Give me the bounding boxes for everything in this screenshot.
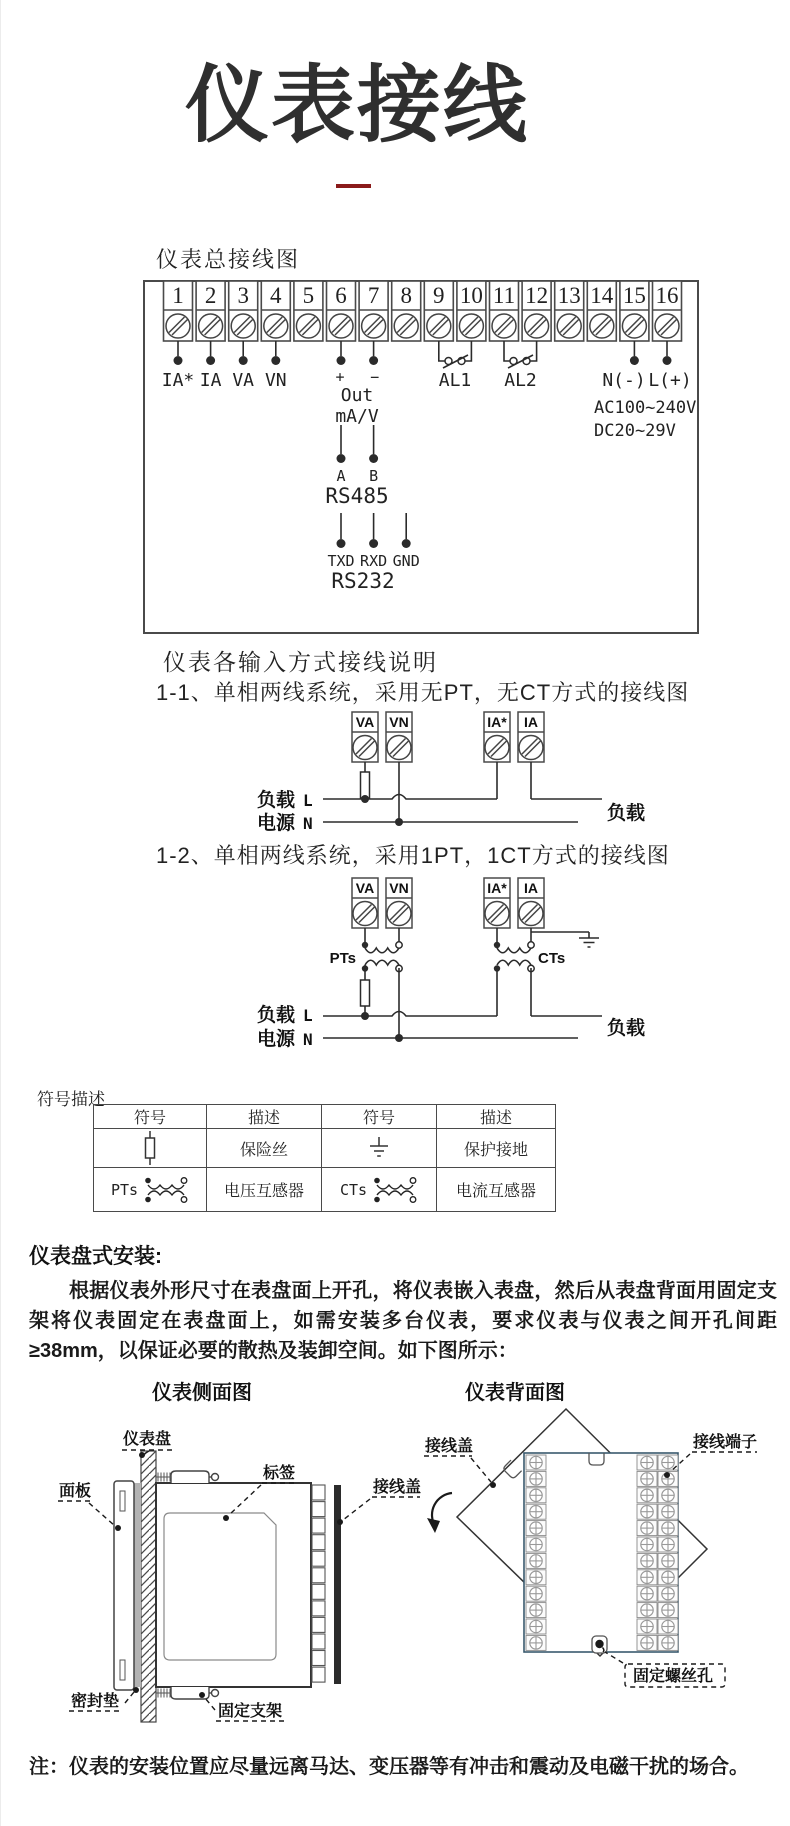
gasket-label: 密封垫: [71, 1693, 120, 1710]
terminal-label-back: 接线端子: [693, 1434, 758, 1451]
rs232-port: [337, 513, 411, 548]
label-gnd: GND: [392, 552, 420, 570]
label-out-minus: −: [370, 368, 380, 386]
ct-symbol-label: CTs: [339, 1180, 368, 1199]
label-rs485-b: B: [369, 467, 379, 485]
sticker-label: 标签: [263, 1465, 296, 1482]
label-vn: VN: [264, 370, 287, 391]
label-l: L(+): [648, 370, 692, 391]
mode2-load-left: 负载: [256, 1005, 295, 1026]
label-al1: AL1: [438, 370, 472, 391]
label-rs485: RS485: [325, 484, 389, 508]
install-paragraph: 根据仪表外形尺寸在表盘面上开孔，将仪表嵌入表盘，然后从表盘背面用固定支架将仪表固定在表盘面上，如需安装多台仪表，要求仪表与仪表之间开孔间距≥38mm，以保证必要的散热及装卸空间。如下图所示：: [29, 1280, 777, 1362]
terminal-label: IA: [524, 714, 538, 730]
fuse-desc: 保险丝: [207, 1129, 322, 1168]
fuse-icon: [361, 980, 370, 1006]
mode1-line-l: L: [303, 791, 313, 810]
label-n: N(-): [602, 370, 646, 391]
terminal-number: 2: [204, 283, 217, 308]
fixing-screw-hole: [592, 1636, 607, 1653]
mode2-line-n: N: [303, 1030, 313, 1049]
earth-icon: [368, 1135, 390, 1161]
cover-label-back: 接线盖: [425, 1438, 474, 1455]
symbol-table: [93, 1104, 556, 1212]
desc-col-header: 描述: [437, 1105, 556, 1129]
label-va: VA: [232, 370, 255, 391]
label-dc-range: DC20~29V: [594, 421, 676, 441]
alarm-contacts: [439, 341, 537, 368]
pt-label: PTs: [329, 950, 356, 967]
terminal-number: 3: [237, 283, 249, 308]
panel-board-wall: [141, 1451, 156, 1722]
label-rxd: RXD: [360, 552, 388, 570]
label-rs232: RS232: [331, 569, 395, 593]
panel-board-label: 仪表盘: [123, 1431, 172, 1448]
install-heading: 仪表盘式安装:: [29, 1245, 162, 1268]
label-al2: AL2: [504, 370, 537, 391]
title-divider: [336, 184, 371, 188]
mode1-title: 1-1、单相两线系统，采用无PT，无CT方式的接线图: [156, 680, 690, 705]
bottom-bracket: [156, 1687, 219, 1699]
terminal-number: 15: [622, 283, 646, 308]
ct-transformer: [494, 928, 602, 1016]
symbol-col-header: 符号: [322, 1105, 437, 1129]
mode1-source: 电源: [256, 813, 295, 834]
pt-symbol-label: PTs: [110, 1180, 139, 1199]
side-view-title: 仪表侧面图: [152, 1382, 252, 1404]
cover-label-side: 接线盖: [373, 1479, 421, 1496]
rear-terminal-strip: [312, 1485, 325, 1682]
gasket-strip: [134, 1483, 141, 1687]
terminal-label: VN: [389, 880, 409, 896]
mode1-load-left: 负载: [256, 790, 295, 811]
symbol-table-heading: 符号描述: [37, 1090, 105, 1109]
mode2-diagram: [1, 868, 790, 1058]
mode2-terminals: [352, 878, 544, 928]
side-view-diagram: [29, 1402, 421, 1742]
mode2-line-l: L: [303, 1006, 313, 1025]
mode2-title: 1-2、单相两线系统，采用1PT，1CT方式的接线图: [156, 843, 670, 868]
mode2-source: 电源: [256, 1029, 295, 1050]
label-txd: TXD: [327, 552, 355, 570]
symbol-col-header: 符号: [94, 1105, 207, 1129]
pt-desc: 电压互感器: [207, 1168, 322, 1212]
label-ia: IA: [199, 370, 222, 391]
label-out: Out: [340, 385, 374, 406]
main-wiring-heading: 仪表总接线图: [156, 247, 301, 272]
back-view-title: 仪表背面图: [465, 1382, 565, 1404]
top-bracket: [156, 1471, 219, 1483]
mode2-load-right: 负载: [607, 1018, 646, 1039]
terminal-strip: [164, 281, 682, 341]
label-out-unit: mA/V: [335, 406, 379, 427]
screw-hole-label: 固定螺丝孔: [633, 1668, 714, 1685]
rotate-arrow-icon: [427, 1493, 452, 1533]
back-view-diagram: [421, 1402, 790, 1742]
terminal-number: 10: [459, 283, 483, 308]
fuse-icon: [361, 772, 370, 798]
mode1-terminals: [352, 712, 544, 762]
terminal-number: 16: [655, 283, 679, 308]
terminal-number: 13: [557, 283, 581, 308]
terminal-cover-bar: [334, 1485, 341, 1684]
front-panel-bezel: [114, 1481, 134, 1690]
earth-desc: 保护接地: [437, 1129, 556, 1168]
terminal-number: 6: [335, 283, 347, 308]
terminal-label: IA*: [487, 880, 507, 896]
terminal-number: 7: [367, 283, 380, 308]
rs485-port: [337, 425, 379, 463]
terminal-number: 4: [270, 283, 282, 308]
bracket-label: 固定支架: [218, 1703, 283, 1720]
ct-desc: 电流互感器: [437, 1168, 556, 1212]
terminal-label: IA: [524, 880, 538, 896]
input-modes-heading: 仪表各输入方式接线说明: [163, 649, 438, 675]
terminal-number: 8: [400, 283, 412, 308]
label-ia-star: IA*: [161, 370, 195, 391]
mode1-wiring: [323, 762, 602, 826]
ct-label: CTs: [538, 950, 566, 967]
bottom-note: 注：仪表的安装位置应尽量远离马达、变压器等有冲击和震动及电磁干扰的场合。: [29, 1756, 749, 1778]
label-ac-range: AC100~240V: [594, 398, 697, 418]
ct-coil-icon: [372, 1176, 418, 1204]
terminal-label: VN: [389, 714, 409, 730]
terminal-label: IA*: [487, 714, 507, 730]
pt-coil-icon: [143, 1176, 189, 1204]
label-rs485-a: A: [336, 467, 346, 485]
terminal-number: 12: [525, 283, 549, 308]
terminal-label: VA: [355, 714, 375, 730]
terminal-number: 14: [590, 283, 614, 308]
front-panel-label: 面板: [59, 1483, 92, 1500]
mode1-diagram: [1, 700, 790, 835]
earth-icon: [579, 938, 599, 947]
label-out-plus: +: [335, 368, 345, 386]
mode1-line-n: N: [303, 814, 313, 833]
terminal-number: 9: [433, 283, 445, 308]
main-wiring-diagram: [1, 270, 790, 645]
input-wires: [174, 341, 672, 365]
fuse-icon: [143, 1130, 157, 1166]
desc-col-header: 描述: [207, 1105, 322, 1129]
pt-transformer: [361, 928, 403, 1038]
terminal-number: 5: [302, 283, 315, 308]
page-title: 仪表接线: [184, 58, 529, 152]
mode1-load-right: 负载: [607, 803, 646, 824]
terminal-number: 11: [492, 283, 516, 308]
terminal-label: VA: [355, 880, 375, 896]
terminal-number: 1: [172, 283, 184, 308]
